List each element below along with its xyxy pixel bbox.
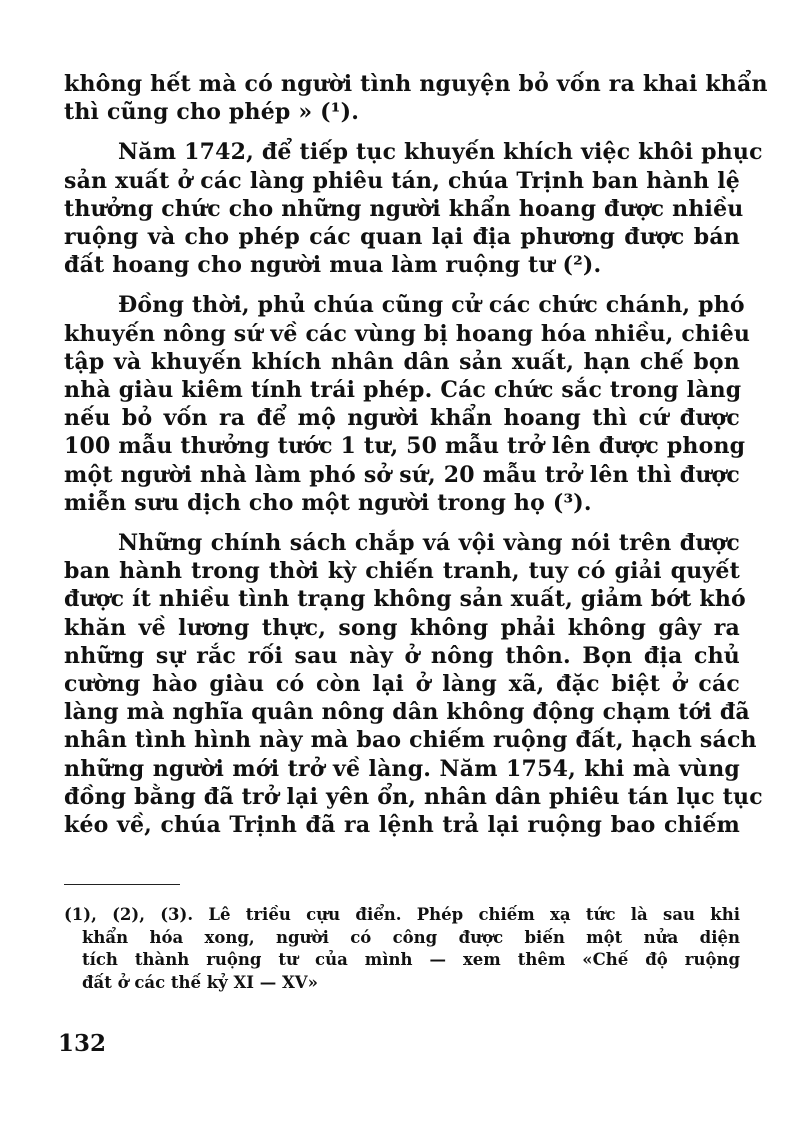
text-line: Đồng thời, phủ chúa cũng cử các chức chánh, phó (118, 292, 745, 319)
text-line: một người nhà làm phó sở sứ, 20 mẫu trở lên thì được (64, 461, 740, 488)
text-line: khuyến nông sứ về các vùng bị hoang hóa nhiều, chiêu (64, 320, 751, 347)
text-line: ruộng và cho phép các quan lại địa phương được bán (64, 224, 740, 251)
text-line: những người mới trở về làng. Năm 1754, khi mà vùng (64, 755, 740, 782)
paragraph-1 (64, 70, 768, 126)
text-line: 100 mẫu thưởng tước 1 tư, 50 mẫu trở lên được phong (64, 433, 746, 460)
text-line: những sự rắc rối sau này ở nông thôn. Bọn địa chủ (64, 642, 740, 669)
paragraph-3 (64, 291, 751, 517)
body-text (64, 70, 768, 839)
footnote-line: khẩn hóa xong, người có công được biến một nửa diện (82, 927, 740, 947)
footnote-line: đất ở các thế kỷ XI — XV» (82, 972, 318, 992)
text-line: Năm 1742, để tiếp tục khuyến khích việc khôi phục (118, 139, 763, 166)
paragraph-4 (64, 529, 763, 839)
text-line: khăn về lương thực, song không phải không gây ra (64, 614, 740, 641)
text-line: không hết mà có người tình nguyện bỏ vốn ra khai khẩn (64, 71, 768, 97)
text-line: miễn sưu dịch cho một người trong họ (³). (64, 489, 592, 516)
footnote (64, 904, 740, 994)
text-line: sản xuất ở các làng phiêu tán, chúa Trịnh ban hành lệ (64, 167, 740, 194)
text-line: làng mà nghĩa quân nông dân không động chạm tới đã (64, 699, 750, 726)
page-number: 132 (58, 1030, 107, 1057)
text-line: nhà giàu kiêm tính trái phép. Các chức sắc trong làng (64, 377, 742, 404)
text-line: thì cũng cho phép » (¹). (64, 99, 360, 126)
text-line: ban hành trong thời kỳ chiến tranh, tuy có giải quyết (64, 558, 740, 585)
text-line: được ít nhiều tình trạng không sản xuất, giảm bớt khó (64, 586, 746, 613)
footnote-divider (64, 884, 180, 885)
text-line: cường hào giàu có còn lại ở làng xã, đặc biệt ở các (64, 671, 740, 698)
text-line: nhân tình hình này mà bao chiếm ruộng đất, hạch sách (64, 727, 757, 754)
text-line: đất hoang cho người mua làm ruộng tư (²). (64, 252, 602, 279)
text-line: Những chính sách chắp vá vội vàng nói trên được (118, 530, 740, 557)
text-line: đồng bằng đã trở lại yên ổn, nhân dân phiêu tán lục tục (64, 783, 763, 810)
text-line: thưởng chức cho những người khẩn hoang được nhiều (64, 195, 744, 222)
paragraph-2 (64, 138, 763, 279)
text-line: nếu bỏ vốn ra để mộ người khẩn hoang thì cứ được (64, 405, 740, 432)
text-line: kéo về, chúa Trịnh đã ra lệnh trả lại ruộng bao chiếm (64, 812, 740, 839)
footnote-line: tích thành ruộng tư của mình — xem thêm «Chế độ ruộng (82, 950, 740, 969)
text-line: tập và khuyến khích nhân dân sản xuất, hạn chế bọn (64, 348, 740, 375)
footnote-line: (1), (2), (3). Lê triều cựu điển. Phép chiếm xạ tức là sau khi (64, 905, 740, 924)
